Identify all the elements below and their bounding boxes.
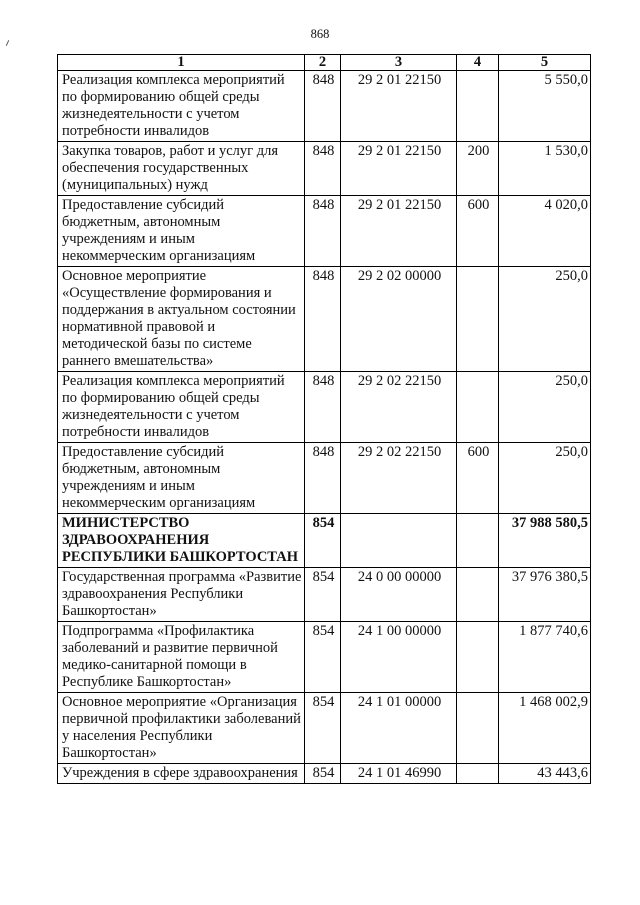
table-row <box>58 568 591 622</box>
target-article-cell: 24 1 00 00000 <box>341 622 457 693</box>
amount-cell: 4 020,0 <box>499 196 591 267</box>
amount-cell: 250,0 <box>499 267 591 372</box>
expense-type-cell: 200 <box>457 142 499 196</box>
expense-type-cell <box>457 622 499 693</box>
header-row <box>58 55 591 71</box>
chapter-code-cell: 848 <box>305 142 341 196</box>
target-article-cell: 29 2 02 22150 <box>341 443 457 514</box>
expense-type-cell <box>457 764 499 784</box>
target-article-cell: 29 2 01 22150 <box>341 71 457 142</box>
table-row <box>58 514 591 568</box>
table-row <box>58 764 591 784</box>
target-article-cell: 29 2 02 00000 <box>341 267 457 372</box>
chapter-code-cell: 854 <box>305 764 341 784</box>
table-row <box>58 443 591 514</box>
table-row <box>58 71 591 142</box>
target-article-cell: 24 1 01 46990 <box>341 764 457 784</box>
amount-cell: 250,0 <box>499 372 591 443</box>
page-number: 868 <box>310 27 330 41</box>
row-name-cell: Подпрограмма «Профилактика заболеваний и развитие первичной медико-санитарной помощи в Республике Башкортостан» <box>58 622 305 693</box>
target-article-cell: 29 2 01 22150 <box>341 196 457 267</box>
chapter-code-cell: 854 <box>305 693 341 764</box>
column-header: 2 <box>305 55 341 71</box>
expense-type-cell: 600 <box>457 443 499 514</box>
chapter-code-cell: 848 <box>305 267 341 372</box>
row-name-cell: Учреждения в сфере здравоохранения <box>58 764 305 784</box>
row-name-cell: Основное мероприятие «Организация первичной профилактики заболеваний у населения Республики Башкортостан» <box>58 693 305 764</box>
chapter-code-cell: 848 <box>305 71 341 142</box>
expense-type-cell <box>457 568 499 622</box>
target-article-cell: 24 1 01 00000 <box>341 693 457 764</box>
table-row <box>58 372 591 443</box>
row-name-cell: Предоставление субсидий бюджетным, автономным учреждениям и иным некоммерческим организациям <box>58 196 305 267</box>
table-row <box>58 622 591 693</box>
table-row <box>58 267 591 372</box>
row-name-cell: МИНИСТЕРСТВО ЗДРАВООХРАНЕНИЯ РЕСПУБЛИКИ БАШКОРТОСТАН <box>58 514 305 568</box>
column-header: 3 <box>341 55 457 71</box>
row-name-cell: Государственная программа «Развитие здравоохранения Республики Башкортостан» <box>58 568 305 622</box>
expense-type-cell <box>457 372 499 443</box>
column-header: 4 <box>457 55 499 71</box>
table-row <box>58 142 591 196</box>
expense-type-cell <box>457 693 499 764</box>
amount-cell: 37 988 580,5 <box>499 514 591 568</box>
row-name-cell: Основное мероприятие «Осуществление формирования и поддержания в актуальном состоянии нормативной правовой и методической базы по системе раннего вмешательства» <box>58 267 305 372</box>
target-article-cell: 24 0 00 00000 <box>341 568 457 622</box>
target-article-cell <box>341 514 457 568</box>
expense-type-cell <box>457 514 499 568</box>
chapter-code-cell: 854 <box>305 622 341 693</box>
expense-type-cell: 600 <box>457 196 499 267</box>
amount-cell: 5 550,0 <box>499 71 591 142</box>
budget-table <box>57 54 591 784</box>
amount-cell: 1 877 740,6 <box>499 622 591 693</box>
row-name-cell: Реализация комплекса мероприятий по формированию общей среды жизнедеятельности с учетом потребности инвалидов <box>58 372 305 443</box>
amount-cell: 250,0 <box>499 443 591 514</box>
chapter-code-cell: 848 <box>305 372 341 443</box>
expense-type-cell <box>457 71 499 142</box>
chapter-code-cell: 854 <box>305 568 341 622</box>
table-row <box>58 196 591 267</box>
expense-type-cell <box>457 267 499 372</box>
column-header: 5 <box>499 55 591 71</box>
column-header: 1 <box>58 55 305 71</box>
chapter-code-cell: 848 <box>305 196 341 267</box>
row-name-cell: Закупка товаров, работ и услуг для обеспечения государственных (муниципальных) нужд <box>58 142 305 196</box>
amount-cell: 43 443,6 <box>499 764 591 784</box>
target-article-cell: 29 2 02 22150 <box>341 372 457 443</box>
chapter-code-cell: 854 <box>305 514 341 568</box>
amount-cell: 1 530,0 <box>499 142 591 196</box>
row-name-cell: Предоставление субсидий бюджетным, автономным учреждениям и иным некоммерческим организациям <box>58 443 305 514</box>
row-name-cell: Реализация комплекса мероприятий по формированию общей среды жизнедеятельности с учетом потребности инвалидов <box>58 71 305 142</box>
amount-cell: 1 468 002,9 <box>499 693 591 764</box>
chapter-code-cell: 848 <box>305 443 341 514</box>
table-row <box>58 693 591 764</box>
amount-cell: 37 976 380,5 <box>499 568 591 622</box>
target-article-cell: 29 2 01 22150 <box>341 142 457 196</box>
table-body <box>58 71 591 784</box>
